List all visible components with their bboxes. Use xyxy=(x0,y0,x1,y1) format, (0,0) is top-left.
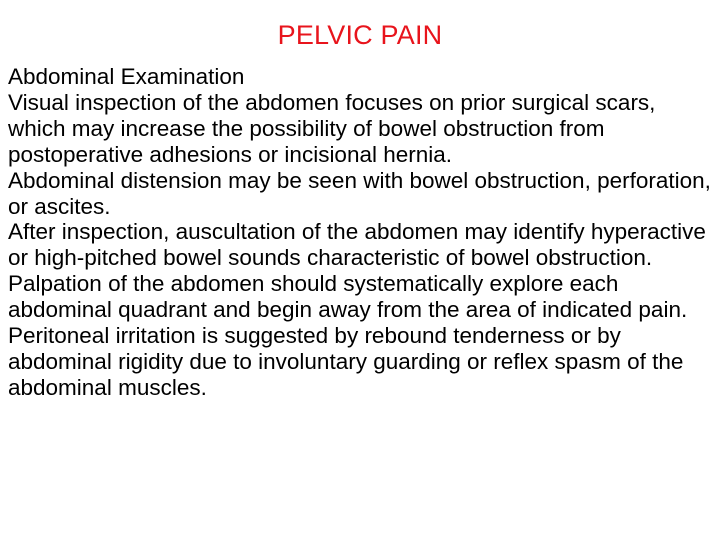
slide-title: PELVIC PAIN xyxy=(277,20,443,50)
section-heading: Abdominal Examination xyxy=(8,64,245,89)
paragraph-visual-inspection: Visual inspection of the abdomen focuses on prior surgical scars, which may increase the possibility of bowel obstruction from postoperative adhesions or incisional hernia. xyxy=(8,89,656,167)
paragraph-auscultation: After inspection, auscultation of the abdomen may identify hyperactive or high-pitched bowel sounds characteristic of bowel obstruction. xyxy=(8,219,706,271)
paragraph-distension: Abdominal distension may be seen with bowel obstruction, perforation, or ascites. xyxy=(8,167,711,219)
slide-body xyxy=(8,64,716,401)
paragraph-peritoneal-irritation: Peritoneal irritation is suggested by rebound tenderness or by abdominal rigidity due to involuntary guarding or reflex spasm of the abdominal muscles. xyxy=(8,323,684,400)
paragraph-palpation: Palpation of the abdomen should systematically explore each abdominal quadrant and begin away from the area of indicated pain. xyxy=(8,271,688,323)
